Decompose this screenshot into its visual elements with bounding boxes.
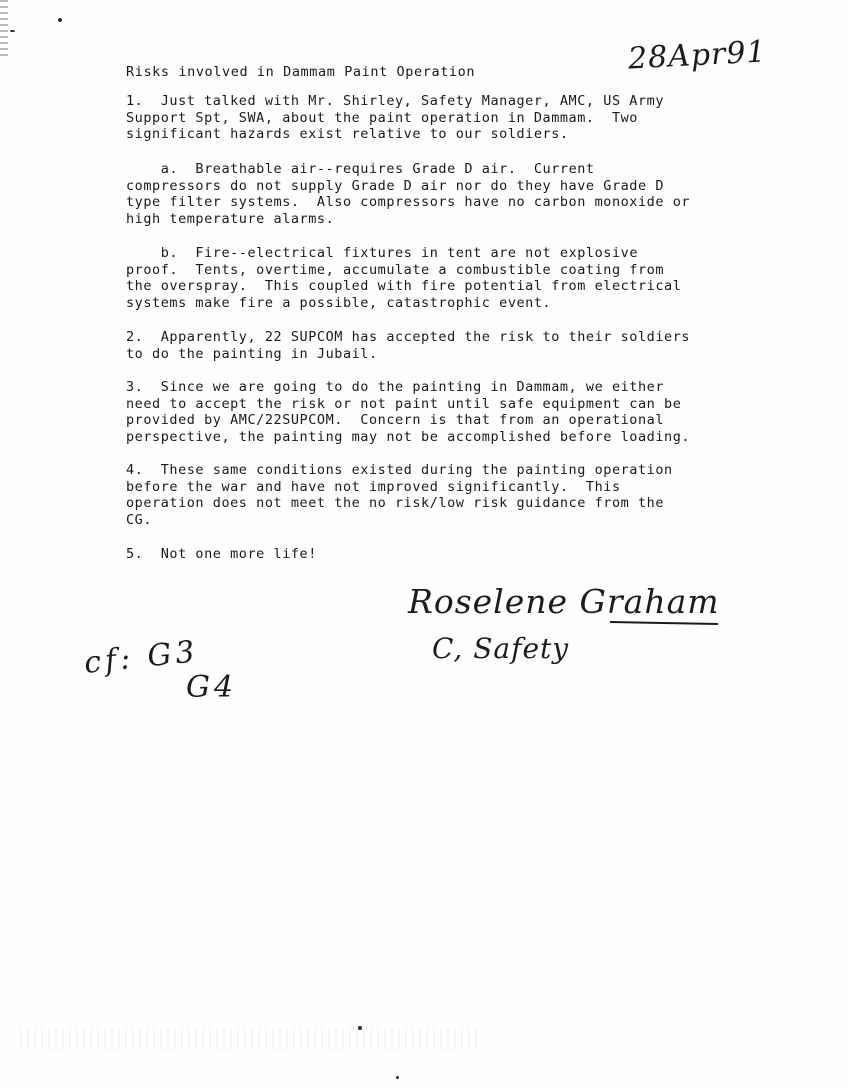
- signature-underline: [610, 621, 718, 625]
- paragraph-3: 3. Since we are going to do the painting in Dammam, we either need to accept the risk or not paint until safe equipment can be provided by AMC/22SUPCOM. Concern is that from an operational perspective, the painting may not be accomplished before loading.: [126, 379, 691, 445]
- handwritten-date: 28Apr91: [627, 34, 768, 77]
- margin-note-g4: G4: [186, 670, 238, 705]
- signature-title: C, Safety: [432, 632, 570, 665]
- paragraph-1b: b. Fire--electrical fixtures in tent are not explosive proof. Tents, overtime, accumulate a combustible coating from the overspray. This coupled with fire potential from electrical systems make fire a possible, catastrophic event.: [126, 245, 682, 311]
- scan-noise-band: [20, 1028, 480, 1050]
- scan-edge-marks: [0, 0, 8, 60]
- signature-name: Roselene Graham: [408, 582, 720, 621]
- paragraph-1a: a. Breathable air--requires Grade D air. Current compressors do not supply Grade D air nor do they have Grade D type filter systems. Also compressors have no carbon monoxide or high temperature alarms.: [126, 161, 691, 227]
- scan-speck: [396, 1076, 399, 1079]
- margin-note-cf: cf: G3: [82, 634, 201, 681]
- memo-title: Risks involved in Dammam Paint Operation: [126, 64, 476, 80]
- scan-speck: [10, 30, 15, 32]
- scan-speck: [58, 18, 62, 22]
- paragraph-4: 4. These same conditions existed during the painting operation before the war and have not improved significantly. This operation does not meet the no risk/low risk guidance from the CG.: [126, 462, 673, 528]
- paragraph-2: 2. Apparently, 22 SUPCOM has accepted the risk to their soldiers to do the painting in Jubail.: [126, 329, 691, 362]
- paragraph-5: 5. Not one more life!: [126, 546, 317, 562]
- paragraph-1: 1. Just talked with Mr. Shirley, Safety Manager, AMC, US Army Support Spt, SWA, about the paint operation in Dammam. Two significant hazards exist relative to our soldiers.: [126, 93, 665, 143]
